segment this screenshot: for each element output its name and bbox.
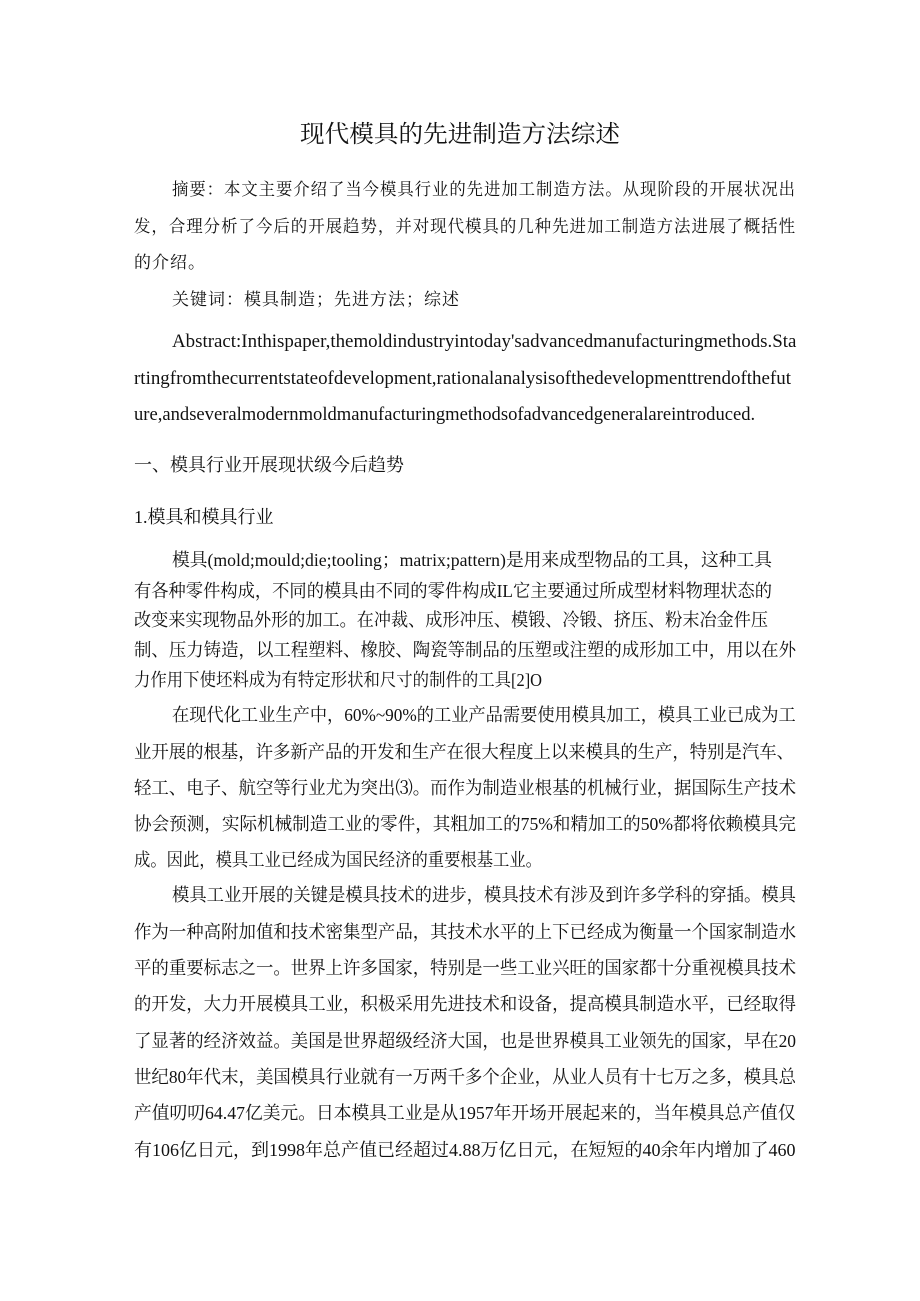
abstract-cn-line: 的介绍。 — [134, 253, 206, 272]
keywords: 关键词：模具制造；先进方法；综述 — [172, 290, 460, 309]
paragraph-line: 了显著的经济效益。美国是世界超级经济大国，也是世界模具工业领先的国家，早在20 — [134, 1031, 796, 1051]
paragraph-line: 作为一种高附加值和技术密集型产品，其技术水平的上下已经成为衡量一个国家制造水 — [134, 922, 796, 942]
paragraph-line: 平的重要标志之一。世界上许多国家，特别是一些工业兴旺的国家都十分重视模具技术 — [134, 958, 796, 978]
paragraph-line: 模具工业开展的关键是模具技术的进步，模具技术有涉及到许多学科的穿插。模具 — [172, 885, 796, 905]
paragraph-line: 改变来实现物品外形的加工。在冲裁、成形冲压、模锻、冷锻、挤压、粉末冶金件压 — [134, 610, 768, 630]
abstract-cn-line: 发，合理分析了今后的开展趋势，并对现代模具的几种先进加工制造方法进展了概括性 — [134, 217, 796, 236]
abstract-cn-line: 摘要：本文主要介绍了当今模具行业的先进加工制造方法。从现阶段的开展状况出 — [172, 180, 796, 199]
paragraph-line: 产值叨叨64.47亿美元。日本模具工业是从1957年开场开展起来的，当年模具总产值仅 — [134, 1103, 796, 1123]
subsection-heading: 1.模具和模具行业 — [134, 507, 274, 527]
abstract-en-line: rtingfromthecurrentstateofdevelopment,rationalanalysisofthedevelopmenttrendofthefut — [134, 368, 791, 389]
paragraph-line: 有106亿日元，到1998年总产值已经超过4.88万亿日元，在短短的40余年内增加了460 — [134, 1140, 796, 1160]
paragraph-line: 模具(mold;mould;die;tooling；matrix;pattern)是用来成型物品的工具，这种工具 — [172, 550, 772, 570]
paragraph-line: 世纪80年代末，美国模具行业就有一万两千多个企业，从业人员有十七万之多，模具总 — [134, 1067, 796, 1087]
paragraph-line: 成。因此，模具工业已经成为国民经济的重要根基工业。 — [134, 850, 542, 870]
paragraph-line: 制、压力铸造，以工程塑料、橡胶、陶瓷等制品的压塑或注塑的成形加工中，用以在外 — [134, 640, 796, 660]
abstract-en-line: ure,andseveralmodernmoldmanufacturingmethodsofadvancedgeneralareintroduced. — [134, 404, 756, 425]
paragraph-line: 在现代化工业生产中，60%~90%的工业产品需要使用模具加工，模具工业已成为工 — [172, 705, 796, 725]
paragraph-line: 业开展的根基，许多新产品的开发和生产在很大程度上以来模具的生产，特别是汽车、 — [134, 742, 794, 762]
paragraph-line: 有各种零件构成，不同的模具由不同的零件构成IL它主要通过所成型材料物理状态的 — [134, 581, 772, 601]
paragraph-line: 轻工、电子、航空等行业尤为突出⑶。而作为制造业根基的机械行业，据国际生产技术 — [134, 778, 796, 798]
paragraph-line: 力作用下使坯料成为有特定形状和尺寸的制件的工具[2]O — [134, 670, 542, 690]
abstract-en-line: Abstract:Inthispaper,themoldindustryintoday'sadvancedmanufacturingmethods.Sta — [172, 331, 797, 352]
paragraph-line: 协会预测，实际机械制造工业的零件，其粗加工的75%和精加工的50%都将依赖模具完 — [134, 814, 796, 834]
section-heading: 一、模具行业开展现状级今后趋势 — [134, 455, 404, 475]
paragraph-line: 的开发，大力开展模具工业，积极采用先进技术和设备，提高模具制造水平，已经取得 — [134, 994, 796, 1014]
page-title: 现代模具的先进制造方法综述 — [300, 122, 620, 148]
